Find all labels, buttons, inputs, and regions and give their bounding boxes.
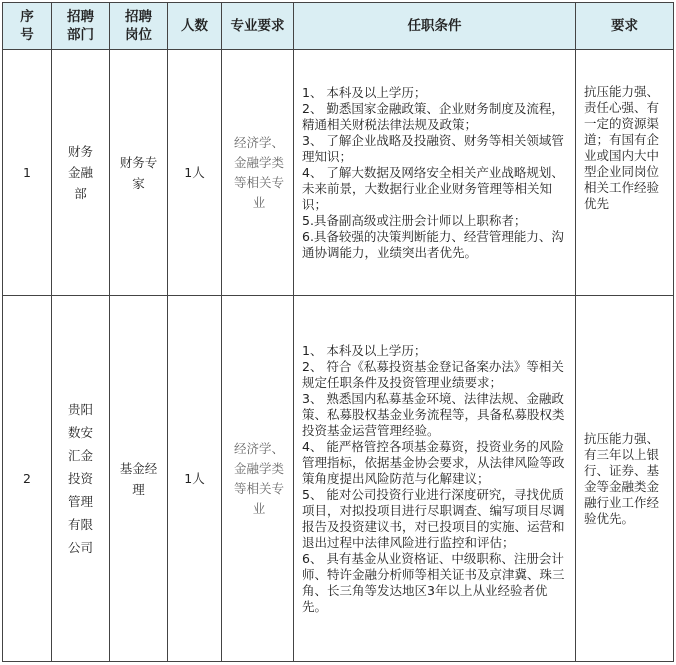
row-post: 财务专家 [110,50,168,296]
row-major: 经济学、金融学类等相关专业 [222,296,294,662]
row-no: 1 [3,50,52,296]
row-conditions [294,296,576,662]
condition-item: 6.具备较强的决策判断能力、经营管理能力、沟通协调能力，业绩突出者优先。 [302,228,564,260]
row-conditions [294,50,576,296]
condition-item: 5.具备副高级或注册会计师以上职称者； [302,212,527,228]
header-requirements: 要求 [576,3,674,50]
header-post: 招聘岗位 [110,3,168,50]
header-count: 人数 [168,3,222,50]
row-count: 1人 [168,50,222,296]
condition-item: 2、 符合《私募投资基金登记备案办法》等相关规定任职条件及投资管理业绩要求； [302,358,564,390]
row-major: 经济学、金融学类等相关专业 [222,50,294,296]
row-requirements: 抗压能力强、有三年以上银行、证券、基金等金融类金融行业工作经验优先。 [576,296,674,662]
condition-item: 6、 具有基金从业资格证、中级职称、注册会计师、特许金融分析师等相关证书及京津冀、珠三角、长三角等发达地区3年以上从业经验者优先。 [302,550,565,614]
condition-item: 5、 能对公司投资行业进行深度研究，寻找优质项目，对拟投项目进行尽职调查、编写项目尽调报告及投资建议书，对已投项目的实施、运营和退出过程中法律风险进行监控和评估； [302,486,565,550]
row-post: 基金经理 [110,296,168,662]
header-no: 序号 [3,3,52,50]
condition-item: 3、 熟悉国内私募基金环境、法律法规、金融政策、私募股权基金业务流程等，具备私募股权类投资基金运营管理经验。 [302,390,565,438]
condition-item: 2、 勤悉国家金融政策、企业财务制度及流程，精通相关财税法律法规及政策； [302,100,564,132]
row-count: 1人 [168,296,222,662]
header-major: 专业要求 [222,3,294,50]
header-row [3,3,674,50]
condition-item: 4、 了解大数据及网络安全相关产业战略规划、未来前景，大数据行业企业财务管理等相关知识； [302,164,564,212]
condition-item: 1、 本科及以上学历； [302,84,427,100]
recruitment-table [2,2,674,662]
header-conditions: 任职条件 [294,3,576,50]
row-no: 2 [3,296,52,662]
condition-item: 4、 能严格管控各项基金募资，投资业务的风险管理指标，依据基金协会要求，从法律风险等政策角度提出风险防范与化解建议； [302,438,565,486]
row-requirements: 抗压能力强、责任心强、有一定的资源渠道；有国有企业或国内大中型企业同岗位相关工作经验优先 [576,50,674,296]
row-dept: 财务金融部 [52,50,110,296]
condition-item: 1、 本科及以上学历； [302,342,427,358]
header-dept: 招聘部门 [52,3,110,50]
condition-item: 3、 了解企业战略及投融资、财务等相关领域管理知识； [302,132,564,164]
table-row [3,50,674,296]
table-row [3,296,674,662]
row-dept: 贵阳数安汇金投资管理有限公司 [52,296,110,662]
